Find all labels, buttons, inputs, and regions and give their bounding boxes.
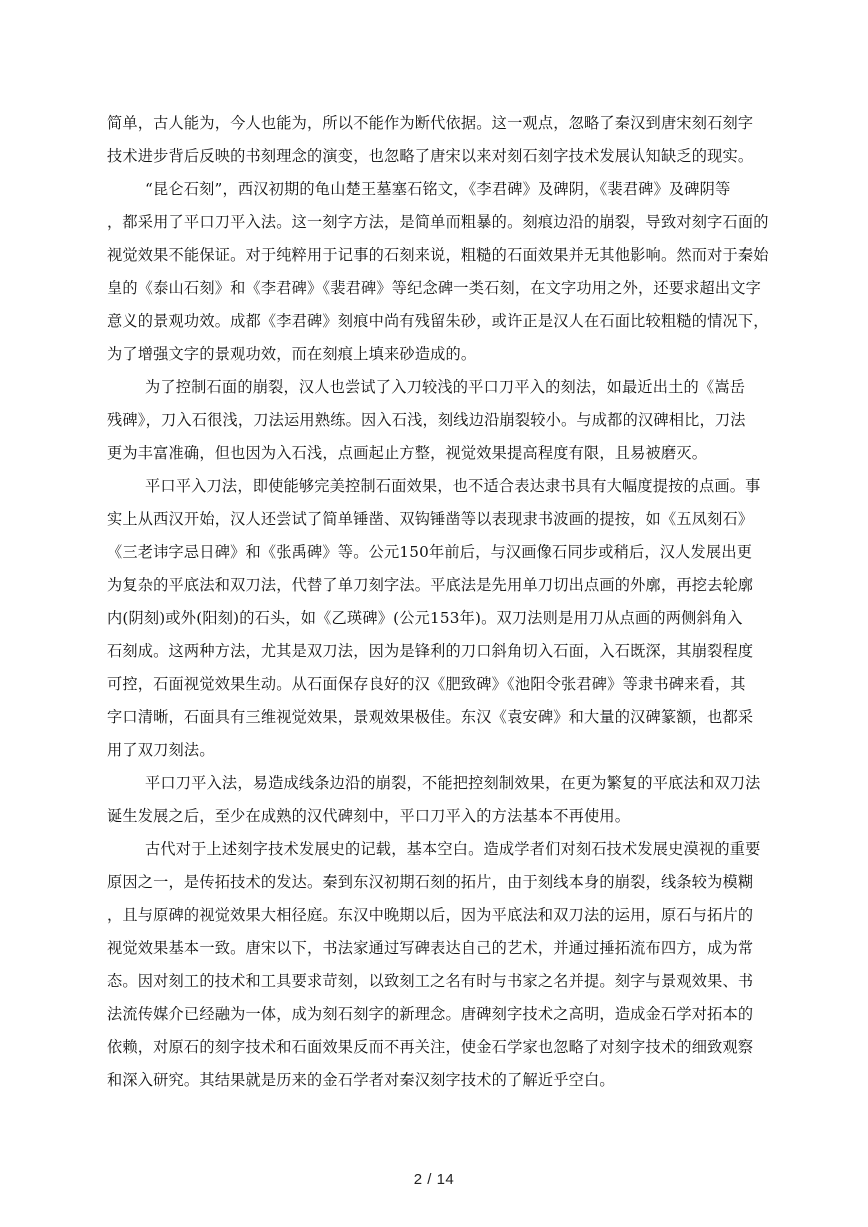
text-line: 平口刀平入法，易造成线条边沿的崩裂，不能把控刻制效果，在更为繁复的平底法和双刀法 xyxy=(145,774,761,792)
text-line: 为了控制石面的崩裂，汉人也尝试了入刀较浅的平口刀平入的刻法，如最近出土的《嵩岳 xyxy=(145,378,746,396)
text-line: 更为丰富准确，但也因为入石浅，点画起止方整，视觉效果提高程度有限，且易被磨灭。 xyxy=(107,444,708,462)
text-line: 为复杂的平底法和双刀法，代替了单刀刻字法。平底法是先用单刀切出点画的外廓，再挖去轮廓 xyxy=(107,576,754,594)
text-line: 视觉效果基本一致。唐宋以下，书法家通过写碑表达自己的艺术，并通过捶拓流布四方，成为常 xyxy=(107,939,754,957)
text-line: “昆仑石刻”，西汉初期的龟山楚王墓塞石铭文，《李君碑》及碑阴，《裴君碑》及碑阴等 xyxy=(145,180,731,198)
text-line: 诞生发展之后，至少在成熟的汉代碑刻中，平口刀平入的方法基本不再使用。 xyxy=(107,807,631,825)
text-line: 残碑》，刀入石很浅，刀法运用熟练。因入石浅，刻线边沿崩裂较小。与成都的汉碑相比，刀法 xyxy=(107,411,746,429)
text-line: 简单，古人能为，今人也能为，所以不能作为断代依据。这一观点，忽略了秦汉到唐宋刻石刻字 xyxy=(107,114,754,132)
paragraph xyxy=(107,470,762,767)
text-line: 技术进步背后反映的书刻理念的演变，也忽略了唐宋以来对刻石刻字技术发展认知缺乏的现实。 xyxy=(107,147,754,165)
text-line: 可控，石面视觉效果生动。从石面保存良好的汉《肥致碑》《池阳令张君碑》等隶书碑来看，其 xyxy=(107,675,746,693)
text-line: 为了增强文字的景观功效，而在刻痕上填来砂造成的。 xyxy=(107,345,477,363)
paragraph xyxy=(107,107,762,173)
paragraph xyxy=(107,173,769,371)
paragraph xyxy=(107,767,762,833)
paragraph xyxy=(107,371,762,470)
document-body xyxy=(107,107,769,1097)
text-line: 意义的景观功效。成都《李君碑》刻痕中尚有残留朱砂，或许正是汉人在石面比较粗糙的情况下， xyxy=(107,312,769,330)
text-line: 字口清晰，石面具有三维视觉效果，景观效果极佳。东汉《袁安碑》和大量的汉碑篆额，也都采 xyxy=(107,708,754,726)
text-line: 古代对于上述刻字技术发展史的记载，基本空白。造成学者们对刻石技术发展史漠视的重要 xyxy=(145,840,761,858)
page-number: 2 / 14 xyxy=(413,1171,455,1188)
text-line: ，且与原碑的视觉效果大相径庭。东汉中晚期以后，因为平底法和双刀法的运用，原石与拓片的 xyxy=(107,906,754,924)
text-line: 石刻成。这两种方法，尤其是双刀法，因为是锋利的刀口斜角切入石面，入石既深，其崩裂程度 xyxy=(107,642,754,660)
text-line: 内(阴刻)或外(阳刻)的石头，如《乙瑛碑》(公元153年)。双刀法则是用刀从点画的两侧斜角入 xyxy=(107,609,743,627)
text-line: 法流传媒介已经融为一体，成为刻石刻字的新理念。唐碑刻字技术之高明，造成金石学对拓本的 xyxy=(107,1005,754,1023)
text-line: 视觉效果不能保证。对于纯粹用于记事的石刻来说，粗糙的石面效果并无其他影响。然而对于秦始 xyxy=(107,246,769,264)
text-line: 实上从西汉开始，汉人还尝试了简单锤凿、双钩锤凿等以表现隶书波画的提按，如《五凤刻石》 xyxy=(107,510,754,528)
text-line: 态。因对刻工的技术和工具要求苛刻，以致刻工之名有时与书家之名并提。刻字与景观效果、书 xyxy=(107,972,754,990)
text-line: 和深入研究。其结果就是历来的金石学者对秦汉刻字技术的了解近乎空白。 xyxy=(107,1071,615,1089)
text-line: ，都采用了平口刀平入法。这一刻字方法，是简单而粗暴的。刻痕边沿的崩裂，导致对刻字石面的 xyxy=(107,213,769,231)
text-line: 用了双刀刻法。 xyxy=(107,741,215,759)
text-line: 皇的《泰山石刻》和《李君碑》《裴君碑》等纪念碑一类石刻，在文字功用之外，还要求超出文字 xyxy=(107,279,762,297)
paragraph xyxy=(107,833,762,1097)
text-line: 依赖，对原石的刻字技术和石面效果反而不再关注，使金石学家也忽略了对刻字技术的细致观察 xyxy=(107,1038,754,1056)
text-line: 平口平入刀法，即使能够完美控制石面效果，也不适合表达隶书具有大幅度提按的点画。事 xyxy=(145,477,761,495)
text-line: 原因之一，是传拓技术的发达。秦到东汉初期石刻的拓片，由于刻线本身的崩裂，线条较为模糊 xyxy=(107,873,754,891)
text-line: 《三老讳字忌日碑》和《张禹碑》等。公元150年前后，与汉画像石同步或稍后，汉人发展出更 xyxy=(107,543,753,561)
